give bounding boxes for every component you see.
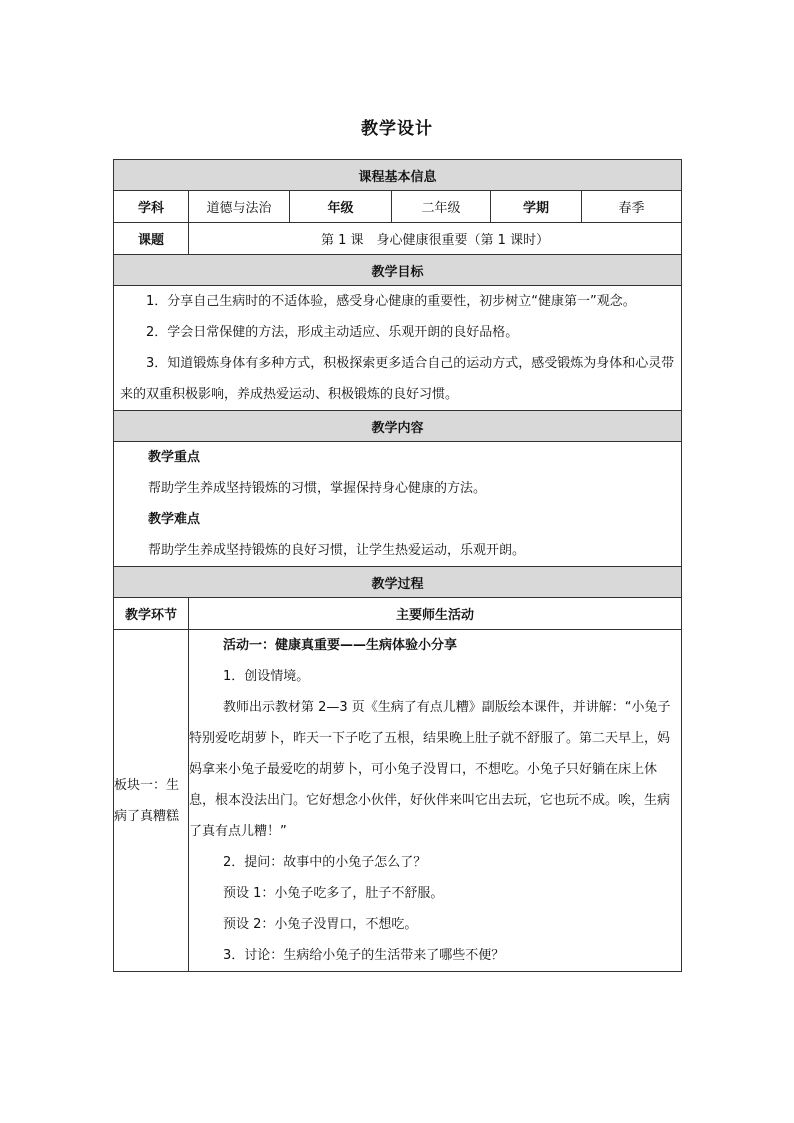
activity-step: 3．讨论：生病给小兔子的生活带来了哪些不便？ [223,948,505,963]
activity-preset: 预设 2：小兔子没胃口，不想吃。 [223,917,418,932]
objectives-header: 教学目标 [114,255,682,286]
stage-column-header: 教学环节 [114,598,189,630]
content-section [114,442,682,567]
term-label: 学期 [491,191,582,223]
objective-item: 2．学会日常保健的方法，形成主动适应、乐观开朗的良好品格。 [146,325,519,340]
objective-item: 3．知道锻炼身体有多种方式，积极探索更多适合自己的运动方式，感受锻炼为身体和心灵带来的双重积极影响，养成热爱运动、积极锻炼的良好习惯。 [120,356,675,402]
subject-value: 道德与法治 [189,191,290,223]
topic-value: 第 1 课 身心健康很重要（第 1 课时） [189,223,682,255]
document-title: 教学设计 [361,119,433,139]
activity-title: 活动一：健康真重要——生病体验小分享 [223,638,458,653]
subject-label: 学科 [114,191,189,223]
basic-info-header: 课程基本信息 [114,160,682,191]
difficulty-label: 教学难点 [148,512,201,527]
activity-step: 2．提问：故事中的小兔子怎么了？ [223,855,427,870]
objective-item: 1．分享自己生病时的不适体验，感受身心健康的重要性，初步树立“健康第一”观念。 [146,294,636,309]
grade-label: 年级 [290,191,392,223]
process-header: 教学过程 [114,567,682,598]
objectives-section [114,286,682,411]
activity-preset: 预设 1：小兔子吃多了，肚子不舒服。 [223,886,444,901]
grade-value: 二年级 [392,191,491,223]
stage-name: 板块一：生病了真糟糕 [114,630,189,972]
activity-step: 1．创设情境。 [223,669,310,684]
difficulty-text: 帮助学生养成坚持锻炼的良好习惯，让学生热爱运动，乐观开朗。 [148,543,526,558]
content-header: 教学内容 [114,411,682,442]
activity-cell [189,630,682,972]
activity-narrative: 教师出示教材第 2—3 页《生病了有点儿糟》副版绘本课件，并讲解：“小兔子特别爱吃胡萝卜，昨天一下子吃了五根，结果晚上肚子就不舒服了。第二天早上，妈妈拿来小兔子最爱吃的胡萝卜，可小兔子没胃口，不想吃。小兔子只好躺在床上休息，根本没法出门。它好想念小伙伴，好伙伴来叫它出去玩，它也玩不成。唉，生病了真有点儿糟！” [189,700,671,839]
key-point-label: 教学重点 [148,450,201,465]
activity-column-header: 主要师生活动 [189,598,682,630]
topic-label: 课题 [114,223,189,255]
term-value: 春季 [582,191,682,223]
lesson-plan-table [113,159,682,972]
key-point-text: 帮助学生养成坚持锻炼的习惯，掌握保持身心健康的方法。 [148,481,487,496]
